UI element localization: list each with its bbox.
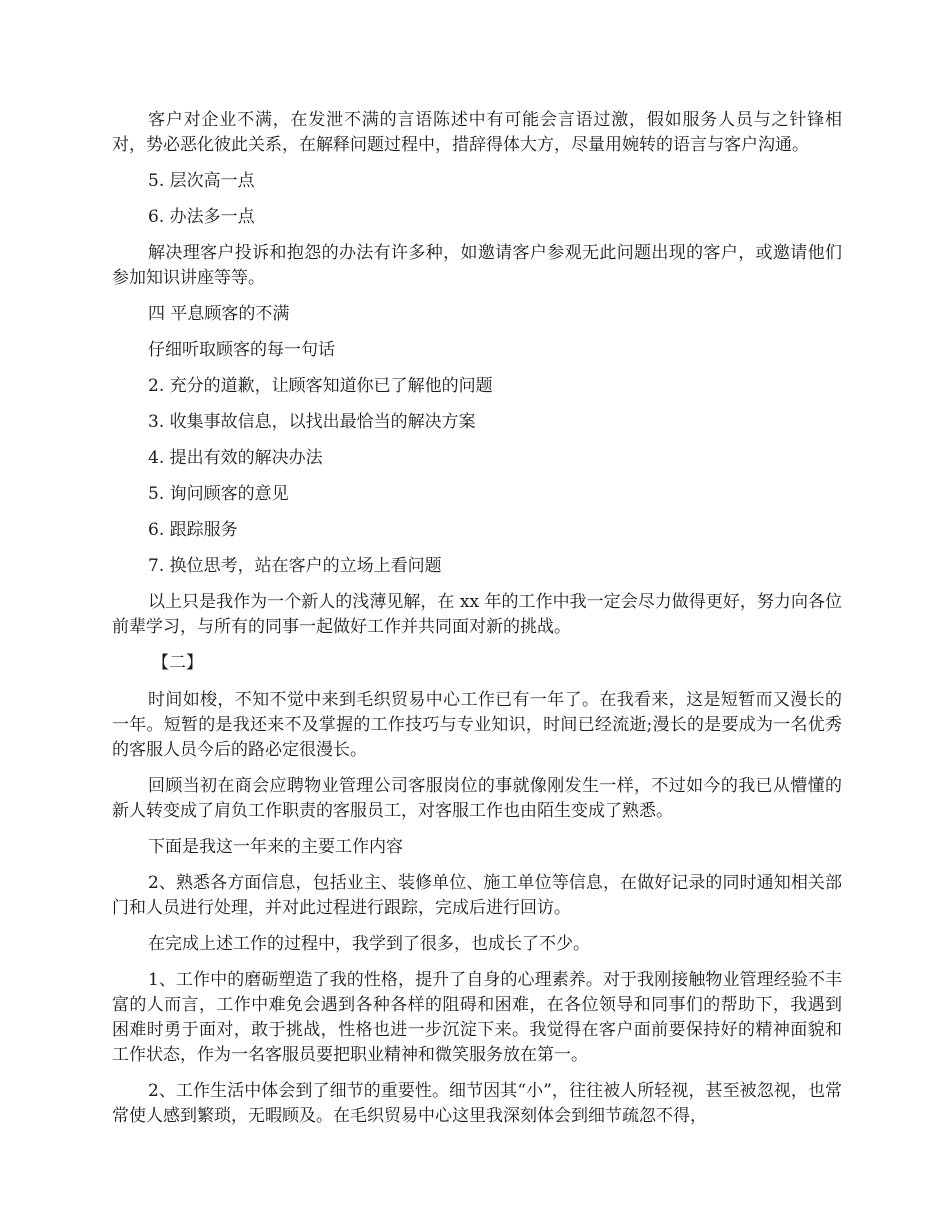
list-item: 4. 提出有效的解决办法	[148, 448, 323, 468]
list-item: 3. 收集事故信息，以找出最恰当的解决方案	[148, 412, 476, 432]
paragraph: 时间如梭，不知不觉中来到毛织贸易中心工作已有一年了。在我看来，这是短暂而又漫长的一年。短暂的是我还来不及掌握的工作技巧与专业知识，时间已经流逝;漫长的是要成为一名优秀的客服人员今后的路必定很漫长。	[112, 690, 842, 760]
paragraph: 回顾当初在商会应聘物业管理公司客服岗位的事就像刚发生一样，不过如今的我已从懵懂的新人转变成了肩负工作职责的客服员工，对客服工作也由陌生变成了熟悉。	[112, 776, 842, 821]
list-item: 6. 办法多一点	[148, 207, 255, 227]
list-item: 在完成上述工作的过程中，我学到了很多，也成长了不少。	[148, 934, 590, 954]
paragraph: 2、熟悉各方面信息，包括业主、装修单位、施工单位等信息，在做好记录的同时通知相关部门和人员进行处理，并对此过程进行跟踪，完成后进行回访。	[112, 873, 842, 918]
list-item: 下面是我这一年来的主要工作内容	[148, 837, 403, 857]
paragraph: 以上只是我作为一个新人的浅薄见解，在 xx 年的工作中我一定会尽力做得更好，努力向各位前辈学习，与所有的同事一起做好工作并共同面对新的挑战。	[112, 592, 842, 637]
document-page	[112, 108, 842, 1140]
list-item: 2. 充分的道歉，让顾客知道你已了解他的问题	[148, 376, 493, 396]
paragraph: 2、工作生活中体会到了细节的重要性。细节因其“小”，往往被人所轻视，甚至被忽视，也常常使人感到繁琐，无暇顾及。在毛织贸易中心这里我深刻体会到细节疏忽不得，	[112, 1081, 842, 1126]
section-heading: 【二】	[152, 653, 203, 673]
subheading: 四 平息顾客的不满	[148, 304, 290, 324]
paragraph: 客户对企业不满，在发泄不满的言语陈述中有可能会言语过激，假如服务人员与之针锋相对，势必恶化彼此关系，在解释问题过程中，措辞得体大方，尽量用婉转的语言与客户沟通。	[112, 110, 842, 155]
list-item: 5. 询问顾客的意见	[148, 484, 289, 504]
paragraph: 1、工作中的磨砺塑造了我的性格，提升了自身的心理素养。对于我刚接触物业管理经验不丰富的人而言，工作中难免会遇到各种各样的阻碍和困难，在各位领导和同事们的帮助下，我遇到困难时勇于面对，敢于挑战，性格也进一步沉淀下来。我觉得在客户面前要保持好的精神面貌和工作状态，作为一名客服员要把职业精神和微笑服务放在第一。	[112, 970, 842, 1065]
list-item: 5. 层次高一点	[148, 171, 255, 191]
list-item: 6. 跟踪服务	[148, 520, 238, 540]
list-item: 7. 换位思考，站在客户的立场上看问题	[148, 556, 442, 576]
list-item: 仔细听取顾客的每一句话	[148, 340, 335, 360]
paragraph: 解决理客户投诉和抱怨的办法有许多种，如邀请客户参观无此问题出现的客户，或邀请他们参加知识讲座等等。	[112, 243, 842, 288]
